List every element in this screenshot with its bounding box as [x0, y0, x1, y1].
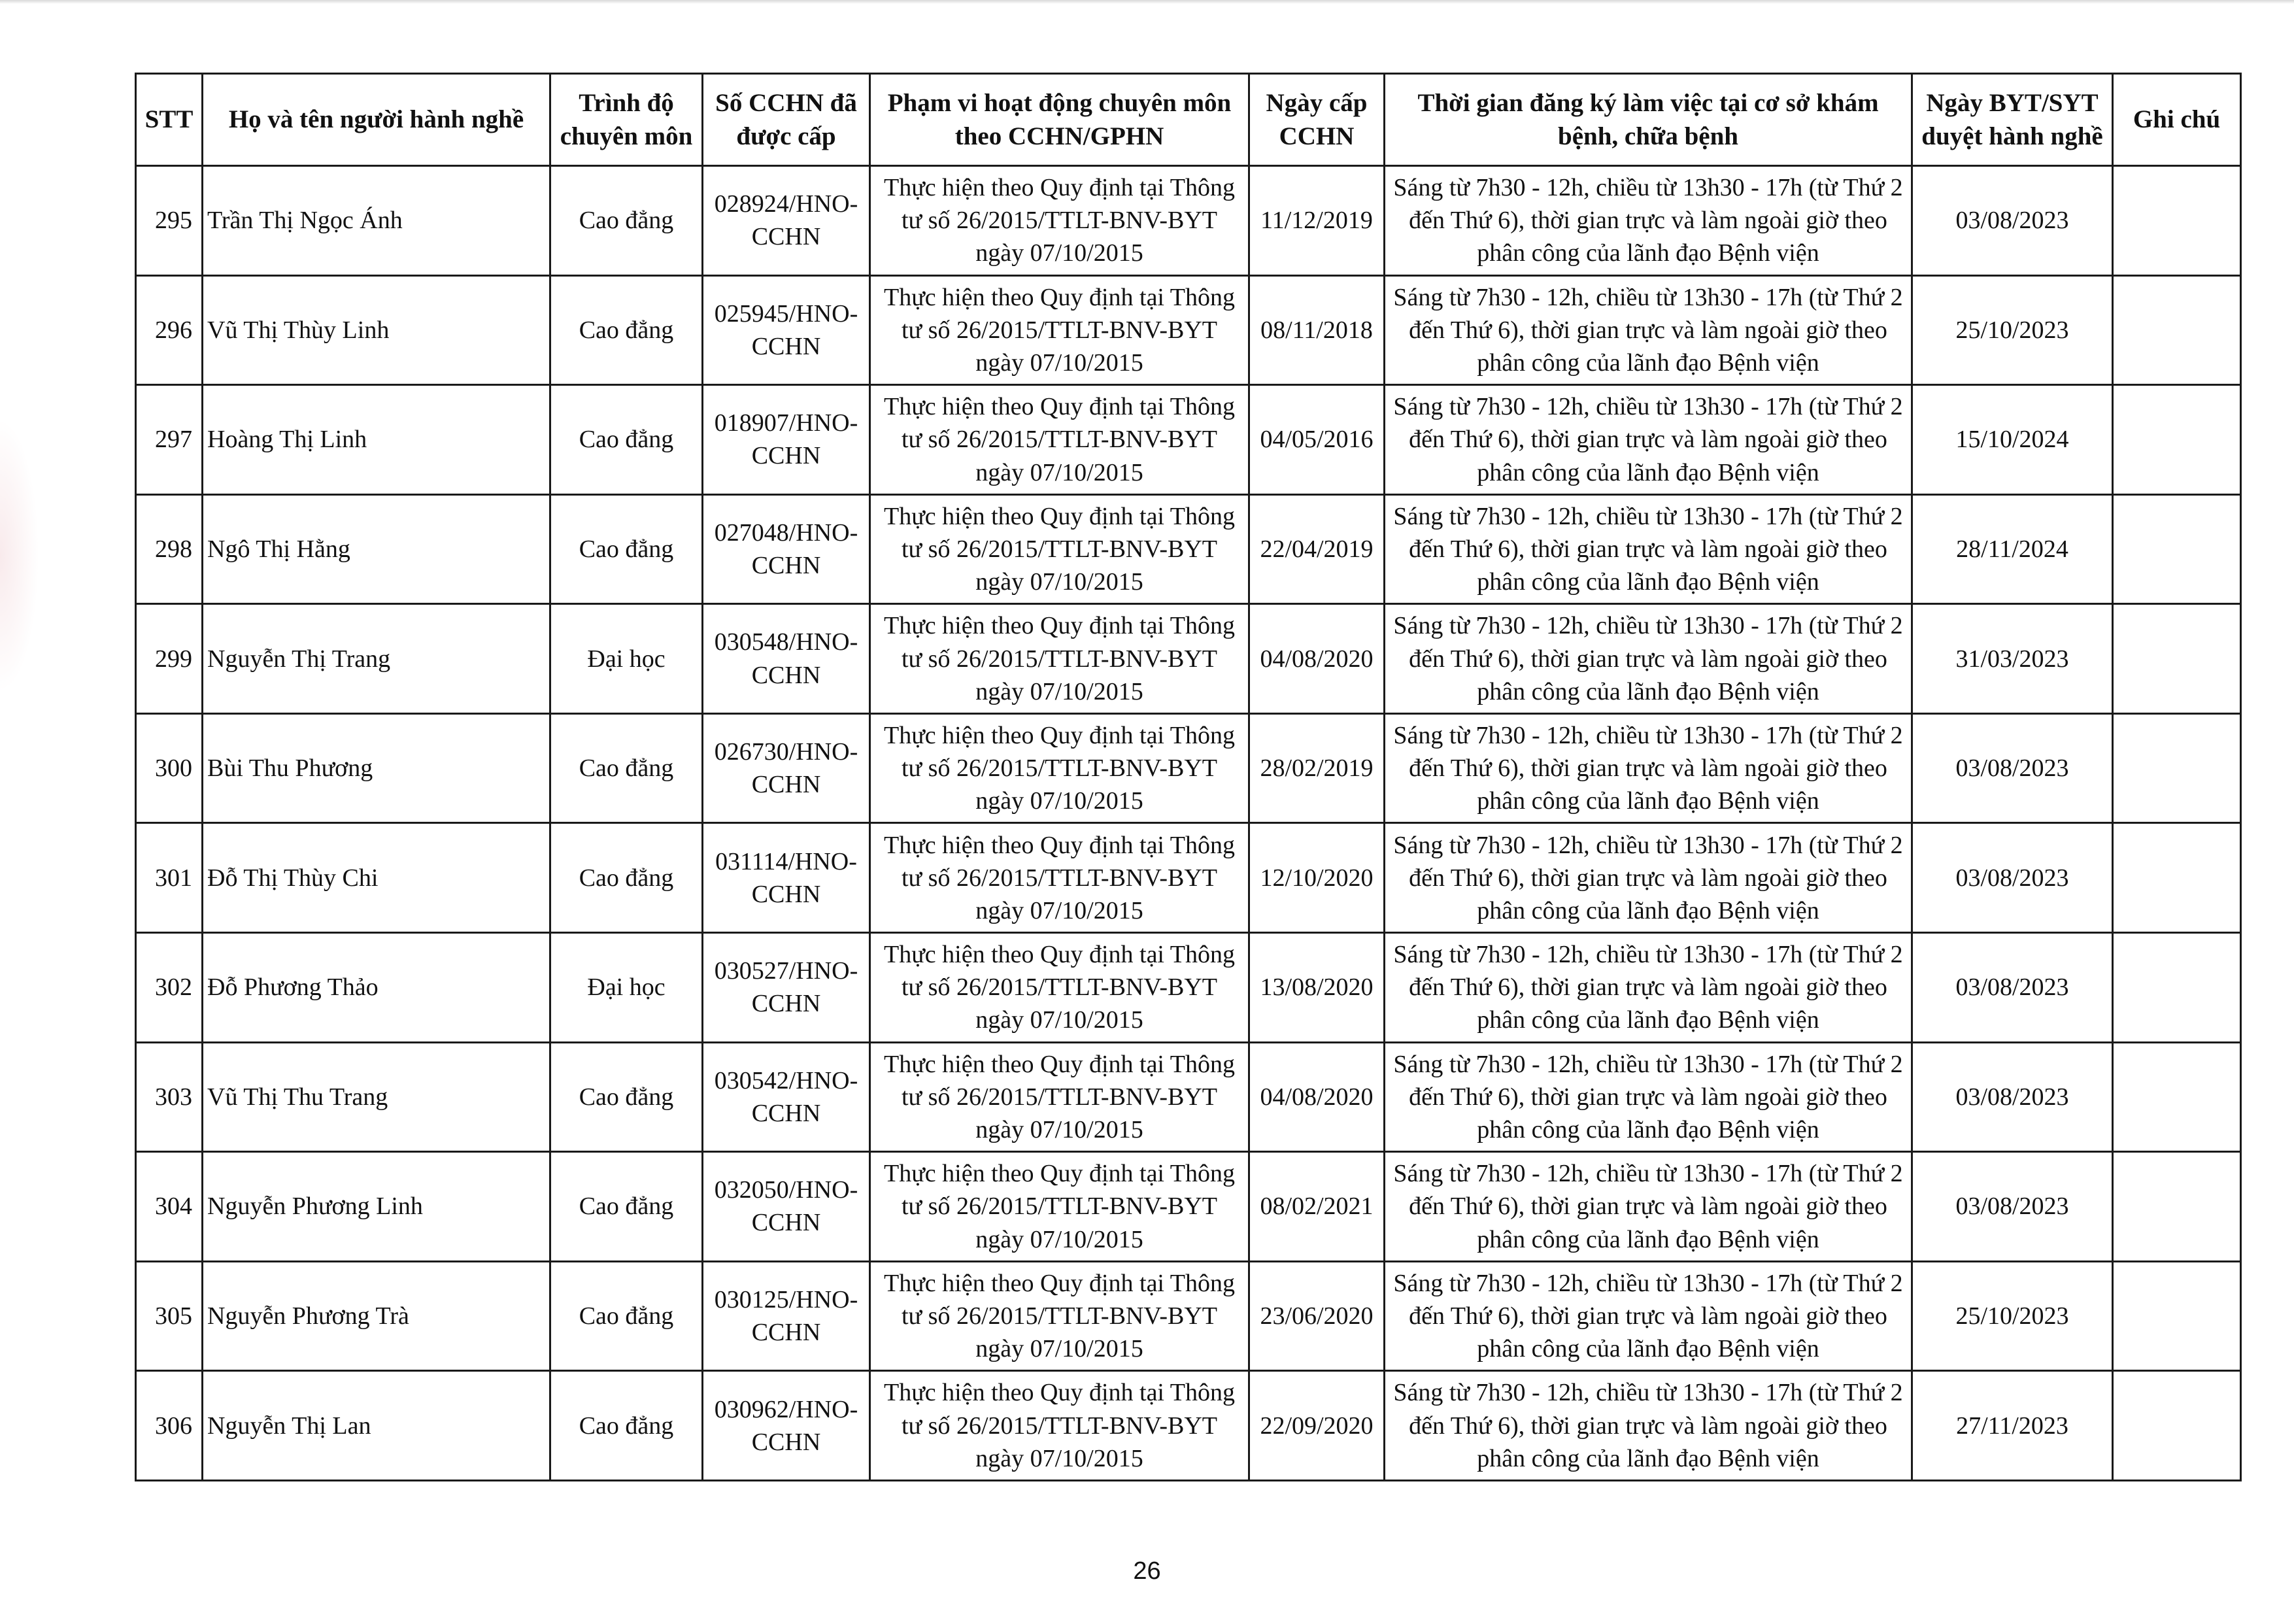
- cell-issue-date: 22/09/2020: [1249, 1371, 1385, 1481]
- cell-work-time: Sáng từ 7h30 - 12h, chiều từ 13h30 - 17h (từ Thứ 2 đến Thứ 6), thời gian trực và làm ngoài giờ theo phân công của lãnh đạo Bệnh viện: [1385, 385, 1912, 495]
- cell-name: Nguyễn Phương Trà: [203, 1261, 550, 1371]
- cell-name: Nguyễn Phương Linh: [203, 1152, 550, 1262]
- cell-stt: 296: [136, 275, 203, 385]
- cell-work-time: Sáng từ 7h30 - 12h, chiều từ 13h30 - 17h (từ Thứ 2 đến Thứ 6), thời gian trực và làm ngoài giờ theo phân công của lãnh đạo Bệnh viện: [1385, 494, 1912, 604]
- cell-name: Hoàng Thị Linh: [203, 385, 550, 495]
- cell-approval-date: 03/08/2023: [1912, 166, 2113, 276]
- scan-top-edge: [0, 0, 2294, 4]
- cell-issue-date: 22/04/2019: [1249, 494, 1385, 604]
- header-approval-date: Ngày BYT/SYT duyệt hành nghề: [1912, 74, 2113, 166]
- cell-scope: Thực hiện theo Quy định tại Thông tư số 26/2015/TTLT-BNV-BYT ngày 07/10/2015: [870, 713, 1249, 823]
- cell-stt: 299: [136, 604, 203, 714]
- cell-cchn-no: 026730/HNO-CCHN: [703, 713, 870, 823]
- cell-note: [2113, 385, 2241, 495]
- faint-stamp-mark: [0, 418, 39, 693]
- cell-stt: 305: [136, 1261, 203, 1371]
- cell-cchn-no: 031114/HNO-CCHN: [703, 823, 870, 933]
- header-name: Họ và tên người hành nghề: [203, 74, 550, 166]
- table-row: [136, 1042, 2241, 1152]
- cell-name: Vũ Thị Thu Trang: [203, 1042, 550, 1152]
- cell-scope: Thực hiện theo Quy định tại Thông tư số 26/2015/TTLT-BNV-BYT ngày 07/10/2015: [870, 604, 1249, 714]
- cell-issue-date: 13/08/2020: [1249, 933, 1385, 1043]
- cell-work-time: Sáng từ 7h30 - 12h, chiều từ 13h30 - 17h (từ Thứ 2 đến Thứ 6), thời gian trực và làm ngoài giờ theo phân công của lãnh đạo Bệnh viện: [1385, 166, 1912, 276]
- cell-level: Cao đẳng: [550, 713, 703, 823]
- cell-note: [2113, 1152, 2241, 1262]
- cell-level: Cao đẳng: [550, 1152, 703, 1262]
- cell-note: [2113, 494, 2241, 604]
- cell-approval-date: 03/08/2023: [1912, 713, 2113, 823]
- header-level: Trình độ chuyên môn: [550, 74, 703, 166]
- header-cchn-no: Số CCHN đã được cấp: [703, 74, 870, 166]
- cell-note: [2113, 1042, 2241, 1152]
- cell-issue-date: 28/02/2019: [1249, 713, 1385, 823]
- cell-name: Nguyễn Thị Trang: [203, 604, 550, 714]
- cell-approval-date: 27/11/2023: [1912, 1371, 2113, 1481]
- cell-stt: 306: [136, 1371, 203, 1481]
- cell-work-time: Sáng từ 7h30 - 12h, chiều từ 13h30 - 17h (từ Thứ 2 đến Thứ 6), thời gian trực và làm ngoài giờ theo phân công của lãnh đạo Bệnh viện: [1385, 823, 1912, 933]
- cell-issue-date: 04/08/2020: [1249, 1042, 1385, 1152]
- cell-note: [2113, 933, 2241, 1043]
- cell-cchn-no: 030548/HNO-CCHN: [703, 604, 870, 714]
- cell-approval-date: 03/08/2023: [1912, 933, 2113, 1043]
- cell-stt: 304: [136, 1152, 203, 1262]
- cell-cchn-no: 027048/HNO-CCHN: [703, 494, 870, 604]
- cell-issue-date: 11/12/2019: [1249, 166, 1385, 276]
- cell-scope: Thực hiện theo Quy định tại Thông tư số 26/2015/TTLT-BNV-BYT ngày 07/10/2015: [870, 385, 1249, 495]
- cell-note: [2113, 823, 2241, 933]
- cell-scope: Thực hiện theo Quy định tại Thông tư số 26/2015/TTLT-BNV-BYT ngày 07/10/2015: [870, 1261, 1249, 1371]
- cell-work-time: Sáng từ 7h30 - 12h, chiều từ 13h30 - 17h (từ Thứ 2 đến Thứ 6), thời gian trực và làm ngoài giờ theo phân công của lãnh đạo Bệnh viện: [1385, 1371, 1912, 1481]
- cell-name: Vũ Thị Thùy Linh: [203, 275, 550, 385]
- cell-note: [2113, 713, 2241, 823]
- header-stt: STT: [136, 74, 203, 166]
- cell-level: Cao đẳng: [550, 275, 703, 385]
- cell-level: Đại học: [550, 933, 703, 1043]
- cell-work-time: Sáng từ 7h30 - 12h, chiều từ 13h30 - 17h (từ Thứ 2 đến Thứ 6), thời gian trực và làm ngoài giờ theo phân công của lãnh đạo Bệnh viện: [1385, 604, 1912, 714]
- cell-level: Cao đẳng: [550, 385, 703, 495]
- cell-stt: 303: [136, 1042, 203, 1152]
- header-issue-date: Ngày cấp CCHN: [1249, 74, 1385, 166]
- header-work-time: Thời gian đăng ký làm việc tại cơ sở khám bệnh, chữa bệnh: [1385, 74, 1912, 166]
- cell-level: Cao đẳng: [550, 1261, 703, 1371]
- cell-level: Cao đẳng: [550, 823, 703, 933]
- cell-work-time: Sáng từ 7h30 - 12h, chiều từ 13h30 - 17h (từ Thứ 2 đến Thứ 6), thời gian trực và làm ngoài giờ theo phân công của lãnh đạo Bệnh viện: [1385, 1152, 1912, 1262]
- cell-work-time: Sáng từ 7h30 - 12h, chiều từ 13h30 - 17h (từ Thứ 2 đến Thứ 6), thời gian trực và làm ngoài giờ theo phân công của lãnh đạo Bệnh viện: [1385, 1261, 1912, 1371]
- cell-stt: 295: [136, 166, 203, 276]
- cell-work-time: Sáng từ 7h30 - 12h, chiều từ 13h30 - 17h (từ Thứ 2 đến Thứ 6), thời gian trực và làm ngoài giờ theo phân công của lãnh đạo Bệnh viện: [1385, 713, 1912, 823]
- cell-approval-date: 25/10/2023: [1912, 1261, 2113, 1371]
- cell-scope: Thực hiện theo Quy định tại Thông tư số 26/2015/TTLT-BNV-BYT ngày 07/10/2015: [870, 275, 1249, 385]
- cell-cchn-no: 025945/HNO-CCHN: [703, 275, 870, 385]
- cell-work-time: Sáng từ 7h30 - 12h, chiều từ 13h30 - 17h (từ Thứ 2 đến Thứ 6), thời gian trực và làm ngoài giờ theo phân công của lãnh đạo Bệnh viện: [1385, 1042, 1912, 1152]
- cell-approval-date: 03/08/2023: [1912, 1042, 2113, 1152]
- cell-approval-date: 15/10/2024: [1912, 385, 2113, 495]
- cell-scope: Thực hiện theo Quy định tại Thông tư số 26/2015/TTLT-BNV-BYT ngày 07/10/2015: [870, 823, 1249, 933]
- cell-issue-date: 08/02/2021: [1249, 1152, 1385, 1262]
- cell-scope: Thực hiện theo Quy định tại Thông tư số 26/2015/TTLT-BNV-BYT ngày 07/10/2015: [870, 1371, 1249, 1481]
- cell-stt: 302: [136, 933, 203, 1043]
- cell-stt: 301: [136, 823, 203, 933]
- cell-issue-date: 23/06/2020: [1249, 1261, 1385, 1371]
- table-row: [136, 713, 2241, 823]
- cell-note: [2113, 275, 2241, 385]
- cell-scope: Thực hiện theo Quy định tại Thông tư số 26/2015/TTLT-BNV-BYT ngày 07/10/2015: [870, 1042, 1249, 1152]
- table-row: [136, 823, 2241, 933]
- table-row: [136, 933, 2241, 1043]
- cell-issue-date: 12/10/2020: [1249, 823, 1385, 933]
- page-number: 26: [1133, 1557, 1161, 1585]
- cell-cchn-no: 018907/HNO-CCHN: [703, 385, 870, 495]
- cell-scope: Thực hiện theo Quy định tại Thông tư số 26/2015/TTLT-BNV-BYT ngày 07/10/2015: [870, 494, 1249, 604]
- cell-name: Nguyễn Thị Lan: [203, 1371, 550, 1481]
- cell-note: [2113, 166, 2241, 276]
- cell-name: Đỗ Thị Thùy Chi: [203, 823, 550, 933]
- cell-work-time: Sáng từ 7h30 - 12h, chiều từ 13h30 - 17h (từ Thứ 2 đến Thứ 6), thời gian trực và làm ngoài giờ theo phân công của lãnh đạo Bệnh viện: [1385, 275, 1912, 385]
- table-row: [136, 1261, 2241, 1371]
- cell-stt: 297: [136, 385, 203, 495]
- cell-cchn-no: 028924/HNO-CCHN: [703, 166, 870, 276]
- cell-cchn-no: 030527/HNO-CCHN: [703, 933, 870, 1043]
- cell-stt: 298: [136, 494, 203, 604]
- cell-cchn-no: 030962/HNO-CCHN: [703, 1371, 870, 1481]
- cell-issue-date: 04/08/2020: [1249, 604, 1385, 714]
- cell-cchn-no: 032050/HNO-CCHN: [703, 1152, 870, 1262]
- cell-note: [2113, 1371, 2241, 1481]
- practitioner-register-table: [135, 73, 2242, 1481]
- cell-approval-date: 03/08/2023: [1912, 1152, 2113, 1262]
- table-row: [136, 1371, 2241, 1481]
- cell-note: [2113, 1261, 2241, 1371]
- cell-approval-date: 31/03/2023: [1912, 604, 2113, 714]
- cell-name: Đỗ Phương Thảo: [203, 933, 550, 1043]
- header-note: Ghi chú: [2113, 74, 2241, 166]
- cell-level: Cao đẳng: [550, 494, 703, 604]
- table-row: [136, 275, 2241, 385]
- cell-work-time: Sáng từ 7h30 - 12h, chiều từ 13h30 - 17h (từ Thứ 2 đến Thứ 6), thời gian trực và làm ngoài giờ theo phân công của lãnh đạo Bệnh viện: [1385, 933, 1912, 1043]
- table-row: [136, 166, 2241, 276]
- cell-cchn-no: 030542/HNO-CCHN: [703, 1042, 870, 1152]
- header-scope: Phạm vi hoạt động chuyên môn theo CCHN/GPHN: [870, 74, 1249, 166]
- cell-level: Đại học: [550, 604, 703, 714]
- cell-issue-date: 04/05/2016: [1249, 385, 1385, 495]
- cell-scope: Thực hiện theo Quy định tại Thông tư số 26/2015/TTLT-BNV-BYT ngày 07/10/2015: [870, 1152, 1249, 1262]
- table-row: [136, 494, 2241, 604]
- cell-approval-date: 03/08/2023: [1912, 823, 2113, 933]
- cell-note: [2113, 604, 2241, 714]
- cell-scope: Thực hiện theo Quy định tại Thông tư số 26/2015/TTLT-BNV-BYT ngày 07/10/2015: [870, 166, 1249, 276]
- cell-cchn-no: 030125/HNO-CCHN: [703, 1261, 870, 1371]
- cell-level: Cao đẳng: [550, 1042, 703, 1152]
- cell-name: Ngô Thị Hằng: [203, 494, 550, 604]
- table-header-row: [136, 74, 2241, 166]
- cell-name: Trần Thị Ngọc Ánh: [203, 166, 550, 276]
- cell-approval-date: 25/10/2023: [1912, 275, 2113, 385]
- table-row: [136, 385, 2241, 495]
- cell-level: Cao đẳng: [550, 1371, 703, 1481]
- cell-issue-date: 08/11/2018: [1249, 275, 1385, 385]
- cell-approval-date: 28/11/2024: [1912, 494, 2113, 604]
- cell-level: Cao đẳng: [550, 166, 703, 276]
- cell-scope: Thực hiện theo Quy định tại Thông tư số 26/2015/TTLT-BNV-BYT ngày 07/10/2015: [870, 933, 1249, 1043]
- table-row: [136, 1152, 2241, 1262]
- cell-name: Bùi Thu Phương: [203, 713, 550, 823]
- cell-stt: 300: [136, 713, 203, 823]
- table-row: [136, 604, 2241, 714]
